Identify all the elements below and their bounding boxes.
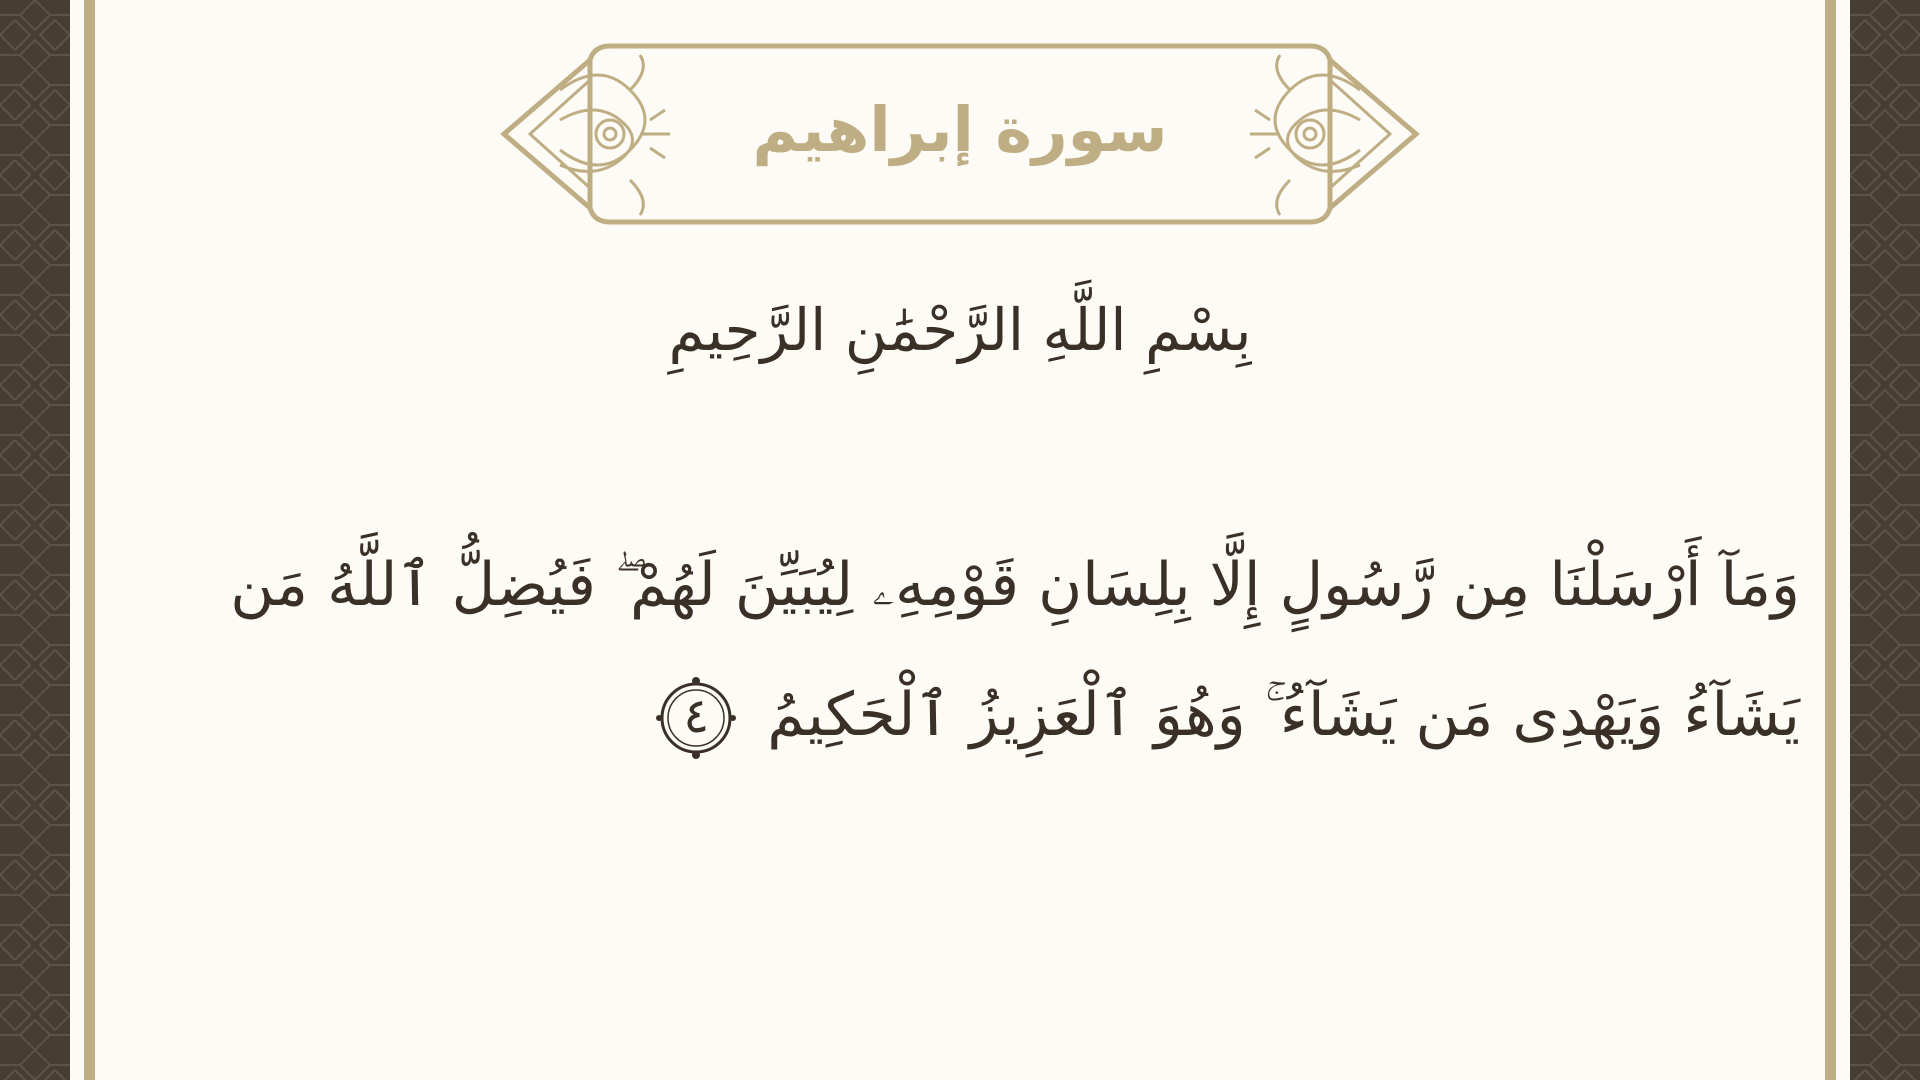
left-frame-gap bbox=[70, 0, 84, 1080]
ayah-number: ٤ bbox=[683, 688, 710, 745]
right-pattern-band bbox=[1850, 0, 1920, 1080]
geometric-pattern-icon bbox=[0, 0, 70, 1080]
right-frame-line bbox=[1825, 0, 1836, 1080]
verse bbox=[230, 520, 1800, 780]
left-pattern-band bbox=[0, 0, 70, 1080]
left-frame-line bbox=[84, 0, 95, 1080]
geometric-pattern-icon bbox=[1850, 0, 1920, 1080]
basmala: بِسْمِ اللَّهِ الرَّحْمَٰنِ الرَّحِيمِ bbox=[668, 296, 1252, 364]
verse-text: وَمَآ أَرْسَلْنَا مِن رَّسُولٍ إِلَّا بِلِسَانِ قَوْمِهِۦ لِيُبَيِّنَ لَهُمْ ۖ فَيُضِلُّ ٱللَّهُ مَن يَشَآءُ وَيَهْدِى مَن يَشَآءُ ۚ وَهُوَ ٱلْعَزِيزُ ٱلْحَكِيمُ bbox=[230, 550, 1800, 750]
surah-title: سورة إبراهيم bbox=[752, 93, 1168, 166]
surah-header bbox=[500, 40, 1420, 226]
ayah-marker bbox=[654, 676, 738, 760]
